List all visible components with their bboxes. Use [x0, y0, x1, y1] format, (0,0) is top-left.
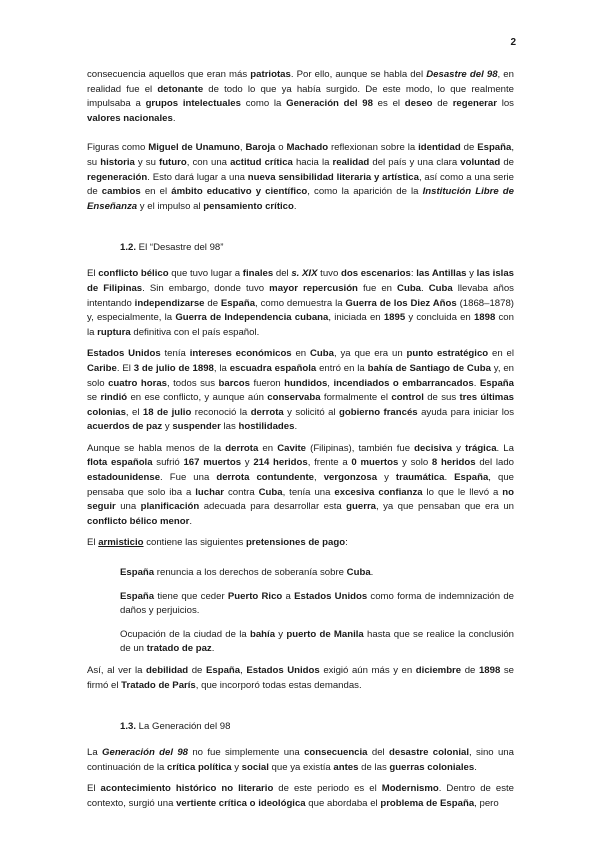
paragraph-generation: La Generación del 98 no fue simplemente una consecuencia del desastre colonial, sino una continuación de la crítica política y social que ya existía antes de las guerras coloniales.	[87, 747, 514, 773]
section-heading-generacion	[120, 720, 514, 734]
document-body	[87, 68, 514, 819]
section-number: 1.2.	[120, 242, 137, 254]
page-number: 2	[510, 37, 516, 48]
section-title: La Generación del 98	[136, 721, 231, 733]
list-item: Ocupación de la ciudad de la bahía y puerto de Manila hasta que se realice la conclusión de un tratado de paz.	[120, 628, 514, 655]
paragraph-regeneration: consecuencia aquellos que eran más patriotas. Por ello, aunque se habla del Desastre del 98, en realidad fue el detonante de todo lo que ya había surgido. De este modo, lo que realmente impulsaba a grupos intelectuales como la Generación del 98 es el deseo de regenerar los valores nacionales.	[87, 69, 515, 124]
list-item: España tiene que ceder Puerto Rico a Estados Unidos como forma de indemnización de daños y perjuicios.	[120, 590, 515, 617]
paragraph-modernism: El acontecimiento histórico no literario de este periodo es el Modernismo. Dentro de este contexto, surgió una vertiente crítica o ideológica que abordaba el problema de España, pero	[87, 783, 514, 809]
section-title: El “Desastre del 98”	[136, 242, 224, 254]
section-number: 1.3.	[120, 721, 137, 733]
paragraph-cavite: Aunque se habla menos de la derrota en Cavite (Filipinas), también fue decisiva y trágica. La flota española sufrió 167 muertos y 214 heridos, frente a 0 muertos y solo 8 heridos del lado estadounidense. Fue una derrota contundente, vergonzosa y traumática. España, que pensaba que solo iba a luchar contra Cuba, tenía una excesiva confianza lo que le llevó a no seguir una planificación adecuada para desarrollar esta guerra, ya que pensaban que era un conflicto bélico menor.	[87, 442, 515, 527]
paragraph-figures: Figuras como Miguel de Unamuno, Baroja o Machado reflexionan sobre la identidad de España, su historia y su futuro, con una actitud crítica hacia la realidad del país y una clara voluntad de regeneración. Esto dará lugar a una nueva sensibilidad literaria y artística, así como a una serie de cambios en el ámbito educativo y científico, como la aparición de la Institución Libre de Enseñanza y el impulso al pensamiento crítico.	[87, 142, 515, 212]
paragraph-paris-treaty: Así, al ver la debilidad de España, Estados Unidos exigió aún más y en diciembre de 1898 se firmó el Tratado de París, que incorporó todas estas demandas.	[87, 665, 514, 691]
list-item: España renuncia a los derechos de soberanía sobre Cuba.	[120, 567, 374, 579]
paragraph-conflict: El conflicto bélico que tuvo lugar a finales del s. XIX tuvo dos escenarios: las Antillas y las islas de Filipinas. Sin embargo, donde tuvo mayor repercusión fue en Cuba. Cuba llevaba años intentando independizarse de España, como demuestra la Guerra de los Diez Años (1868–1878) y, especialmente, la Guerra de Independencia cubana, iniciada en 1895 y concluida en 1898 con la ruptura definitiva con el país español.	[87, 268, 515, 338]
paragraph-usa: Estados Unidos tenía intereses económicos en Cuba, ya que era un punto estratégico en el Caribe. El 3 de julio de 1898, la escuadra española entró en la bahía de Santiago de Cuba y, en solo cuatro horas, todos sus barcos fueron hundidos, incendiados o embarrancados. España se rindió en ese conflicto, y aunque aún conservaba formalmente el control de sus tres últimas colonias, el 18 de julio reconoció la derrota y solicitó al gobierno francés ayuda para iniciar los acuerdos de paz y suspender las hostilidades.	[87, 348, 515, 433]
section-heading-desastre	[120, 241, 514, 255]
paragraph-armistice: El armisticio contiene las siguientes pretensiones de pago:	[87, 537, 348, 549]
